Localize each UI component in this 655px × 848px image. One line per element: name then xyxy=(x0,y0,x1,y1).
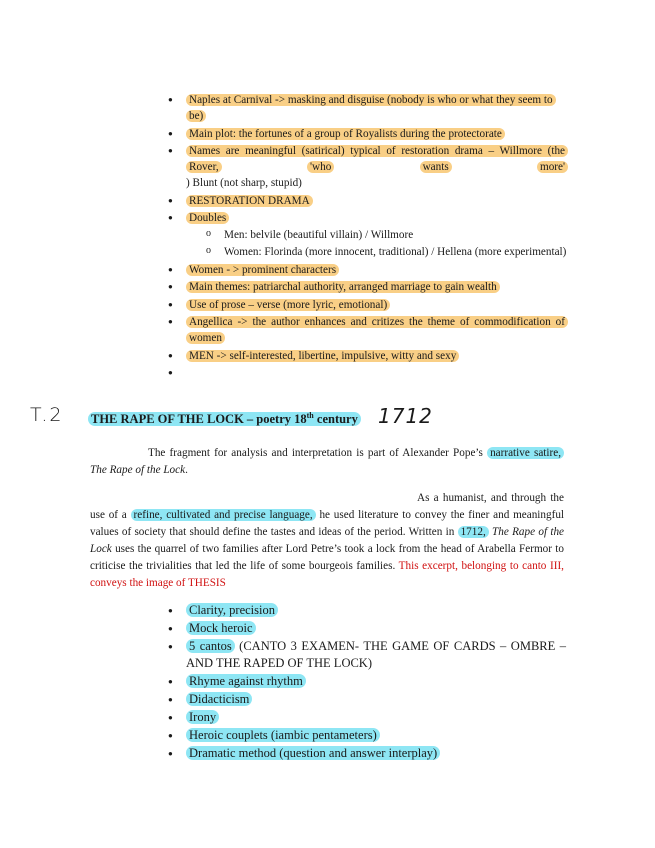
paragraph-text: uses the quarrel of two families after Lord Petre’s took a lock from the head of Arabella Fermor to criticise the trivialities that led the life of some bourgeois families. xyxy=(90,543,564,572)
list-item-text: Rover, xyxy=(186,161,222,173)
list-item xyxy=(168,314,568,346)
title-text-end: century xyxy=(313,412,358,427)
list-item xyxy=(168,210,568,260)
sub-list-item-text: Women: Florinda (more innocent, traditional) / Hellena (more experimental) xyxy=(224,246,567,258)
paragraph-text: he used literature to convey the finer and meaningful values of society that should define the tastes and ideas of the period. Written in xyxy=(90,509,565,538)
list-item-text: Use of prose – verse (more lyric, emotional) xyxy=(186,299,390,311)
list-item xyxy=(168,297,568,313)
paragraph-highlight: narrative satire, xyxy=(487,447,564,459)
handwritten-year: 1712 xyxy=(378,404,433,428)
list-item-text: 'who xyxy=(307,161,334,173)
list-item xyxy=(168,193,568,209)
section-title xyxy=(88,411,361,427)
list-item-highlight: Heroic couplets (iambic pentameters) xyxy=(186,728,380,742)
list-item xyxy=(168,620,566,637)
paragraph-highlight: refine, cultivated and precise language, xyxy=(131,509,316,521)
sub-list xyxy=(186,227,568,260)
list-item xyxy=(168,673,566,690)
paragraph-text: . xyxy=(185,464,188,476)
title-text: THE RAPE OF THE LOCK – poetry 18 xyxy=(91,412,307,427)
list-item-text: more' xyxy=(537,161,568,173)
intro-paragraph xyxy=(90,445,564,479)
list-item-highlight: Irony xyxy=(186,710,219,724)
sub-list-item-text: Men: belvile (beautiful villain) / Willmore xyxy=(224,229,414,241)
list-item-highlight: Didacticism xyxy=(186,692,252,706)
sub-list-item xyxy=(186,244,568,260)
sub-list-item xyxy=(186,227,568,243)
list-item-highlight: Dramatic method (question and answer interplay) xyxy=(186,746,440,760)
list-item xyxy=(168,727,566,744)
paragraph-red-text: This excerpt, belonging to canto III, conveys the image of THESIS xyxy=(90,560,564,589)
list-item-highlight: Clarity, precision xyxy=(186,603,278,617)
list-item-text: (CANTO 3 EXAMEN- THE GAME OF CARDS – OMBRE – AND THE RAPED OF THE LOCK) xyxy=(186,639,567,670)
list-item-text: wants xyxy=(420,161,452,173)
list-item xyxy=(168,348,568,364)
paragraph-highlight: 1712, xyxy=(458,526,489,538)
body-paragraph xyxy=(90,490,564,592)
list-item-highlight: 5 cantos xyxy=(186,639,235,653)
paragraph-text: As a humanist, and through the use of a xyxy=(90,492,564,521)
list-item-text: Doubles xyxy=(186,212,229,224)
list-item xyxy=(168,365,568,381)
paragraph-italic: The Rape of the Lock xyxy=(90,526,565,555)
paragraph-italic: The Rape of the Lock xyxy=(90,464,186,476)
list-item xyxy=(168,126,568,142)
list-item xyxy=(168,638,566,672)
list-item xyxy=(168,709,566,726)
list-item-text: ) Blunt (not sharp, stupid) xyxy=(186,177,302,189)
list-item xyxy=(168,691,566,708)
list-item xyxy=(168,262,568,278)
handwritten-section-number: T.2 xyxy=(30,404,64,426)
list-item-text: RESTORATION DRAMA xyxy=(186,195,313,207)
title-superscript: th xyxy=(306,411,314,420)
list-item-text: Names are meaningful (satirical) typical of restoration drama – Willmore (the xyxy=(186,145,568,157)
list-item-highlight: Mock heroic xyxy=(186,621,256,635)
list-item-text: Naples at Carnival -> masking and disguise (nobody is who or what they seem to be) xyxy=(186,94,556,122)
list-item xyxy=(168,279,568,295)
list-item-text: Main plot: the fortunes of a group of Royalists during the protectorate xyxy=(186,128,505,140)
list-item-text: Main themes: patriarchal authority, arranged marriage to gain wealth xyxy=(186,281,500,293)
list-item xyxy=(168,745,566,762)
list-item-highlight: Rhyme against rhythm xyxy=(186,674,306,688)
list-item-text: Angellica -> the author enhances and critizes the theme of commodification of women xyxy=(186,316,568,344)
notes-list-rape-of-the-lock xyxy=(168,602,566,763)
list-item xyxy=(168,143,568,191)
list-item xyxy=(168,92,568,124)
list-item xyxy=(168,602,566,619)
list-item-text: Women - > prominent characters xyxy=(186,264,339,276)
notes-list-rover xyxy=(168,92,568,383)
paragraph-text: The fragment for analysis and interpretation is part of Alexander Pope’s xyxy=(148,447,488,459)
list-item-text: MEN -> self-interested, libertine, impulsive, witty and sexy xyxy=(186,350,459,362)
